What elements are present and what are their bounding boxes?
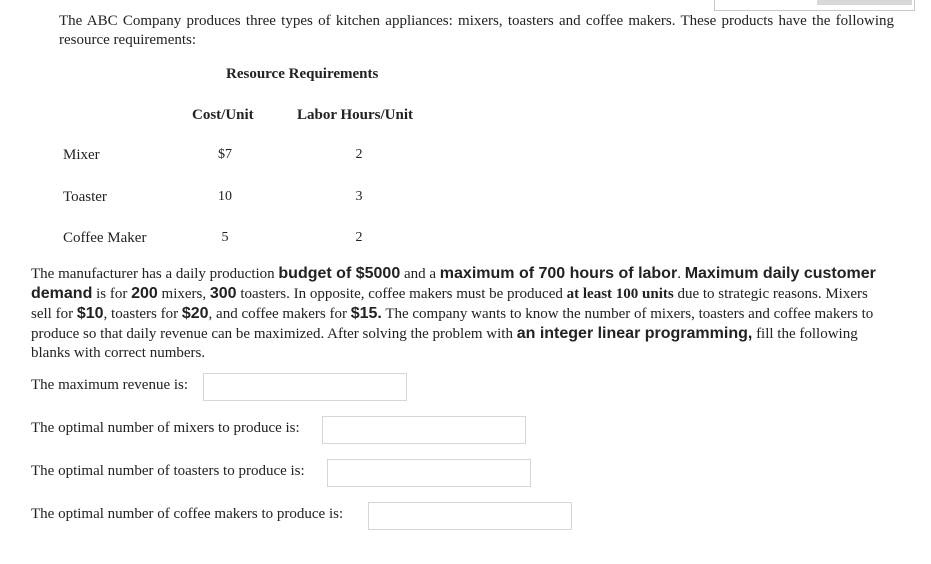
- paragraph-text: due to strategic reasons. Mixers sell for: [31, 286, 868, 322]
- row-label-mixer: Mixer: [63, 147, 100, 163]
- cell-toaster-labor: 3: [355, 189, 363, 204]
- min-units-emphasis: at least 100 units: [566, 286, 674, 302]
- cell-toaster-cost: 10: [218, 189, 232, 204]
- top-box-fill: [817, 0, 912, 5]
- budget-emphasis: budget of $5000: [278, 265, 401, 282]
- question-max-revenue-label: The maximum revenue is:: [31, 377, 189, 393]
- paragraph-text: and a: [400, 266, 440, 282]
- column-header-labor: Labor Hours/Unit: [297, 107, 413, 123]
- paragraph-text: fill the following blanks with correct numbers.: [31, 326, 858, 361]
- paragraph-text: .: [677, 266, 685, 282]
- integer-programming-emphasis: an integer linear programming,: [516, 325, 753, 342]
- paragraph-text: The company wants to know the number of mixers, toasters and coffee makers to produce so that daily revenue can be maximized. After solving the problem with: [31, 306, 874, 342]
- question-mixers-label: The optimal number of mixers to produce is:: [31, 420, 300, 436]
- toaster-price-emphasis: $20: [181, 305, 209, 322]
- max-revenue-input[interactable]: [203, 373, 407, 401]
- demand-emphasis: Maximum daily customer demand: [31, 265, 876, 302]
- optimal-toasters-input[interactable]: [327, 459, 531, 487]
- optimal-coffee-makers-input[interactable]: [368, 502, 572, 530]
- top-input-box: [714, 0, 915, 11]
- paragraph-text: The manufacturer has a daily production: [31, 266, 279, 282]
- cell-coffee-maker-cost: 5: [221, 230, 229, 245]
- coffee-maker-price-emphasis: $15.: [350, 305, 382, 322]
- mixer-demand-emphasis: 200: [131, 285, 158, 302]
- paragraph-text: , toasters for: [103, 306, 182, 322]
- problem-paragraph: [31, 264, 881, 363]
- intro-text: The ABC Company produces three types of kitchen appliances: mixers, toasters and coffee makers. These products have the following resource requirements:: [59, 13, 894, 48]
- question-toasters-label: The optimal number of toasters to produce is:: [31, 463, 305, 479]
- paragraph-text: mixers,: [157, 286, 210, 302]
- question-coffee-makers-label: The optimal number of coffee makers to produce is:: [31, 506, 344, 522]
- column-header-cost: Cost/Unit: [192, 107, 254, 123]
- paragraph-text: , and coffee makers for: [208, 306, 351, 322]
- mixer-price-emphasis: $10: [76, 305, 104, 322]
- row-label-toaster: Toaster: [63, 189, 107, 205]
- toaster-demand-emphasis: 300: [209, 285, 237, 302]
- cell-mixer-labor: 2: [355, 147, 363, 162]
- optimal-mixers-input[interactable]: [322, 416, 526, 444]
- cell-mixer-cost: $7: [218, 147, 232, 162]
- paragraph-text: toasters. In opposite, coffee makers must be produced: [236, 286, 567, 302]
- table-title: Resource Requirements: [226, 66, 379, 82]
- row-label-coffee-maker: Coffee Maker: [63, 230, 147, 246]
- labor-emphasis: maximum of 700 hours of labor: [439, 265, 678, 282]
- cell-coffee-maker-labor: 2: [355, 230, 363, 245]
- paragraph-text: is for: [92, 286, 132, 302]
